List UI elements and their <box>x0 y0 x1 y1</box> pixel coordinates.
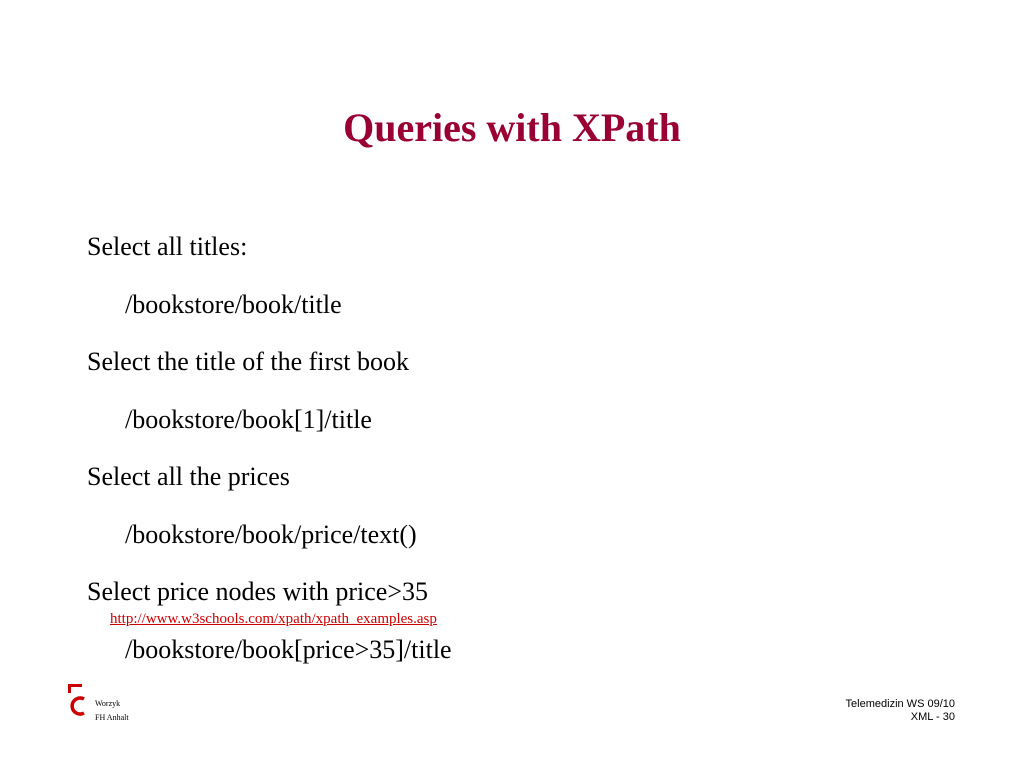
slide-title: Queries with XPath <box>343 105 681 150</box>
xpath-query-price-filter: /bookstore/book[price>35]/title <box>125 635 452 664</box>
xpath-query-titles: /bookstore/book/title <box>125 290 342 319</box>
footer-author: Worzyk <box>95 699 121 708</box>
list-item-price-nodes: Select price nodes with price>35 <box>87 577 428 606</box>
list-item-all-prices: Select all the prices <box>87 462 290 491</box>
xpath-query-first-book: /bookstore/book[1]/title <box>125 405 372 434</box>
source-link[interactable]: http://www.w3schools.com/xpath/xpath_examples.asp <box>110 611 437 627</box>
footer-page-number: XML - 30 <box>910 711 955 723</box>
list-item-first-book-title: Select the title of the first book <box>87 347 410 376</box>
footer-course: Telemedizin WS 09/10 <box>845 698 955 710</box>
footer-institution: FH Anhalt <box>95 713 129 722</box>
list-item-select-all-titles: Select all titles: <box>87 232 248 261</box>
xpath-query-prices: /bookstore/book/price/text() <box>125 520 417 549</box>
fh-anhalt-logo-icon <box>66 683 88 719</box>
